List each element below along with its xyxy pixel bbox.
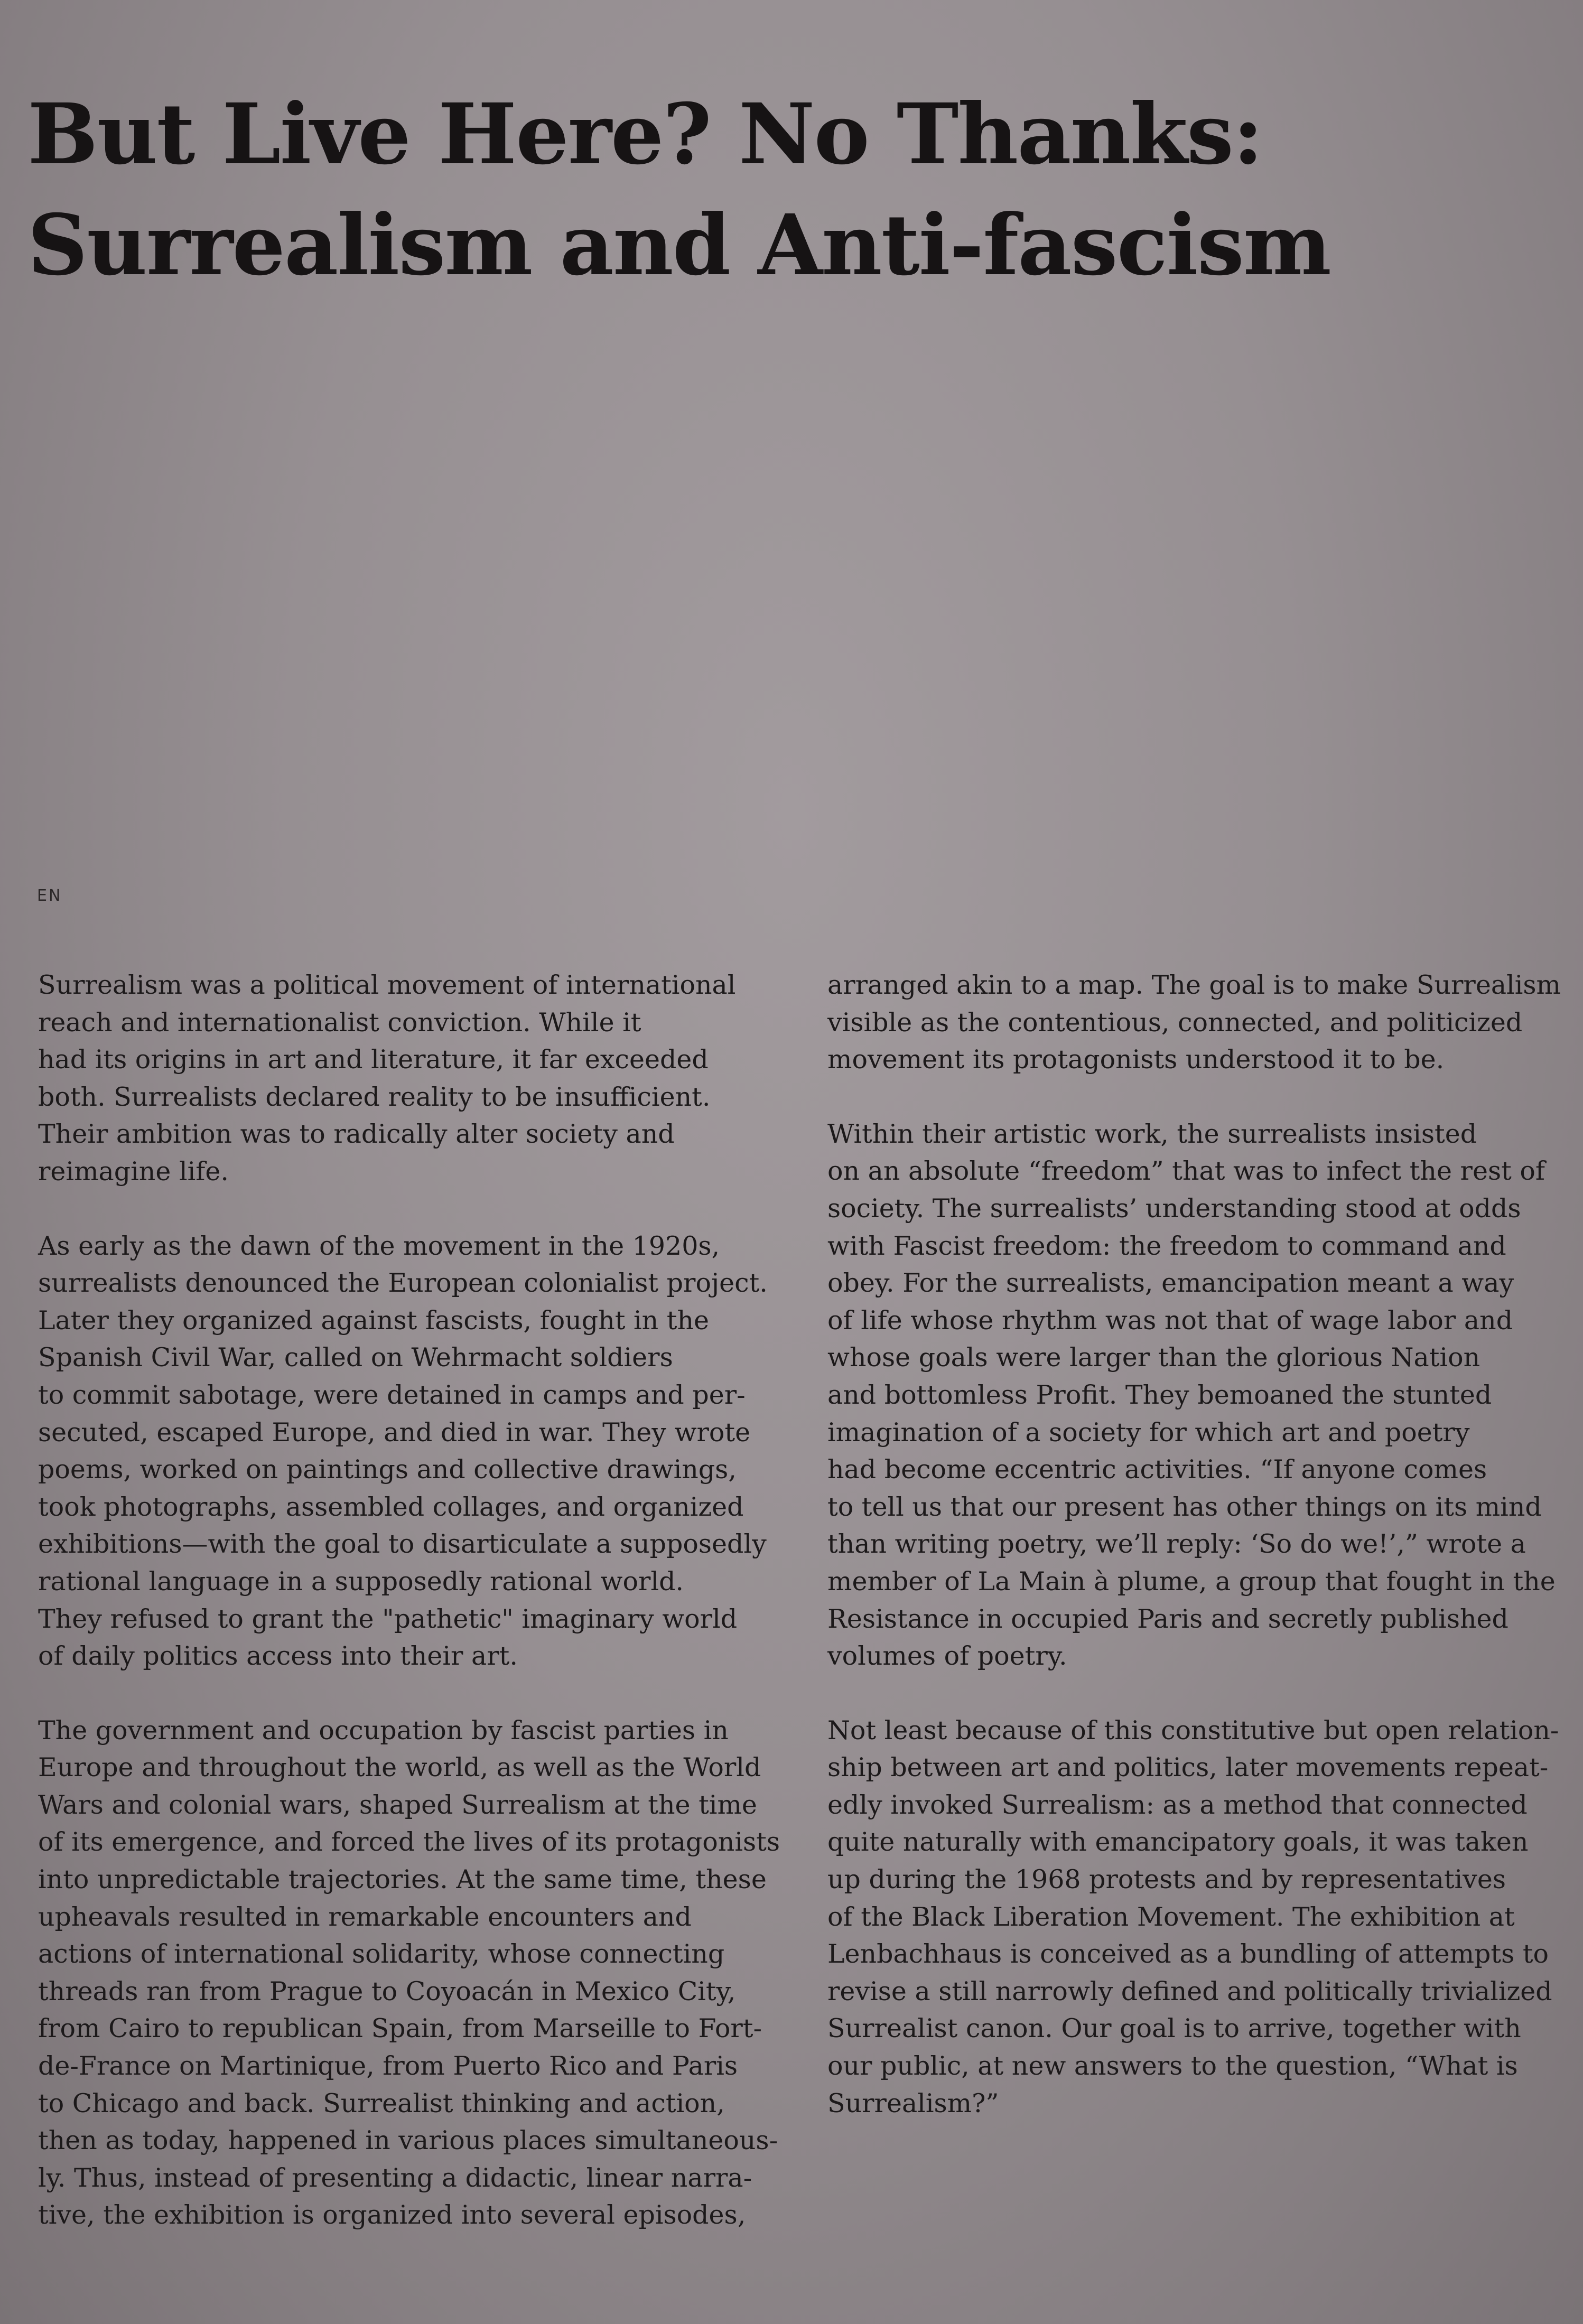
text-line: volumes of poetry.	[827, 1641, 1067, 1672]
text-line: ship between art and politics, later movements repeat-	[827, 1752, 1549, 1783]
text-line: than writing poetry, we’ll reply: ‘So do we!’,” wrote a	[827, 1529, 1526, 1560]
text-line: secuted, escaped Europe, and died in war. They wrote	[38, 1417, 751, 1448]
text-line: Wars and colonial wars, shaped Surrealism at the time	[38, 1789, 757, 1820]
text-line: reach and internationalist conviction. While it	[38, 1007, 641, 1038]
text-line: revise a still narrowly defined and politically trivialized	[827, 1976, 1552, 2006]
text-line: society. The surrealists’ understanding stood at odds	[827, 1193, 1521, 1224]
text-line: then as today, happened in various places simultaneous-	[38, 2125, 778, 2156]
text-line: imagination of a society for which art and poetry	[827, 1417, 1470, 1448]
text-line: whose goals were larger than the glorious Nation	[827, 1342, 1480, 1373]
text-line: Later they organized against fascists, fought in the	[38, 1305, 710, 1336]
text-line: de-France on Martinique, from Puerto Rico and Paris	[38, 2051, 738, 2082]
text-line: They refused to grant the "pathetic" imaginary world	[38, 1603, 738, 1634]
text-line: to tell us that our present has other things on its mind	[827, 1491, 1542, 1522]
text-line: As early as the dawn of the movement in the 1920s,	[38, 1230, 720, 1261]
text-line: Not least because of this constitutive but open relation-	[827, 1715, 1559, 1746]
text-line: Surrealism?”	[827, 2088, 999, 2118]
text-line: of daily politics access into their art.	[38, 1641, 518, 1672]
text-line: member of La Main à plume, a group that fought in the	[827, 1566, 1556, 1597]
paragraph	[38, 1712, 788, 2234]
text-line: with Fascist freedom: the freedom to command and	[827, 1230, 1506, 1261]
text-line: Within their artistic work, the surrealists insisted	[827, 1118, 1477, 1149]
text-line: Spanish Civil War, called on Wehrmacht soldiers	[38, 1342, 673, 1373]
text-line: Europe and throughout the world, as well as the World	[38, 1752, 761, 1783]
text-line: and bottomless Profit. They bemoaned the stunted	[827, 1379, 1492, 1410]
text-line: to commit sabotage, were detained in camps and per-	[38, 1379, 746, 1410]
text-line: of life whose rhythm was not that of wage labor and	[827, 1305, 1513, 1336]
text-line: tive, the exhibition is organized into several episodes,	[38, 2200, 746, 2230]
title-line-1: But Live Here? No Thanks:	[27, 86, 1263, 183]
text-line: arranged akin to a map. The goal is to make Surrealism	[827, 970, 1561, 1000]
paragraph	[827, 1712, 1578, 2123]
text-line: reimagine life.	[38, 1156, 229, 1187]
text-line: our public, at new answers to the question, “What is	[827, 2051, 1518, 2082]
title-line-2: Surrealism and Anti-fascism	[27, 197, 1330, 294]
text-line: movement its protagonists understood it to be.	[827, 1044, 1445, 1075]
text-line: poems, worked on paintings and collective drawings,	[38, 1454, 737, 1485]
text-line: had its origins in art and literature, it far exceeded	[38, 1044, 709, 1075]
text-line: into unpredictable trajectories. At the same time, these	[38, 1864, 767, 1895]
left-text-column	[38, 967, 788, 2271]
text-line: threads ran from Prague to Coyoacán in Mexico City,	[38, 1976, 736, 2006]
right-text-column	[827, 967, 1578, 2159]
paragraph	[38, 1228, 788, 1675]
text-line: edly invoked Surrealism: as a method that connected	[827, 1789, 1528, 1820]
text-line: Surrealist canon. Our goal is to arrive, together with	[827, 2013, 1521, 2044]
text-line: took photographs, assembled collages, and organized	[38, 1491, 744, 1522]
text-line: surrealists denounced the European colonialist project.	[38, 1268, 768, 1299]
text-line: quite naturally with emancipatory goals, it was taken	[827, 1827, 1529, 1858]
paragraph	[38, 967, 788, 1191]
text-line: rational language in a supposedly rational world.	[38, 1566, 684, 1597]
text-line: Lenbachhaus is conceived as a bundling of attempts to	[827, 1939, 1549, 1970]
text-line: Resistance in occupied Paris and secretly published	[827, 1603, 1508, 1634]
text-line: actions of international solidarity, whose connecting	[38, 1939, 725, 1970]
text-line: upheavals resulted in remarkable encounters and	[38, 1901, 692, 1932]
text-line: of its emergence, and forced the lives of its protagonists	[38, 1827, 780, 1858]
text-line: Their ambition was to radically alter society and	[38, 1119, 675, 1150]
text-line: The government and occupation by fascist parties in	[38, 1715, 729, 1746]
text-line: both. Surrealists declared reality to be insufficient.	[38, 1081, 711, 1112]
text-line: obey. For the surrealists, emancipation meant a way	[827, 1268, 1514, 1299]
text-line: exhibitions—with the goal to disarticulate a supposedly	[38, 1529, 767, 1560]
panel-title	[27, 79, 1401, 301]
text-line: had become eccentric activities. “If anyone comes	[827, 1454, 1487, 1485]
text-line: up during the 1968 protests and by representatives	[827, 1864, 1506, 1895]
text-line: to Chicago and back. Surrealist thinking and action,	[38, 2088, 725, 2118]
text-line: from Cairo to republican Spain, from Marseille to Fort-	[38, 2013, 762, 2044]
text-line: Surrealism was a political movement of international	[38, 970, 736, 1000]
language-label: EN	[37, 886, 62, 905]
paragraph	[827, 1116, 1578, 1675]
text-line: on an absolute “freedom” that was to infect the rest of	[827, 1156, 1545, 1187]
text-line: visible as the contentious, connected, and politicized	[827, 1007, 1523, 1038]
text-line: ly. Thus, instead of presenting a didactic, linear narra-	[38, 2162, 752, 2193]
paragraph	[827, 967, 1578, 1079]
text-line: of the Black Liberation Movement. The exhibition at	[827, 1901, 1515, 1932]
